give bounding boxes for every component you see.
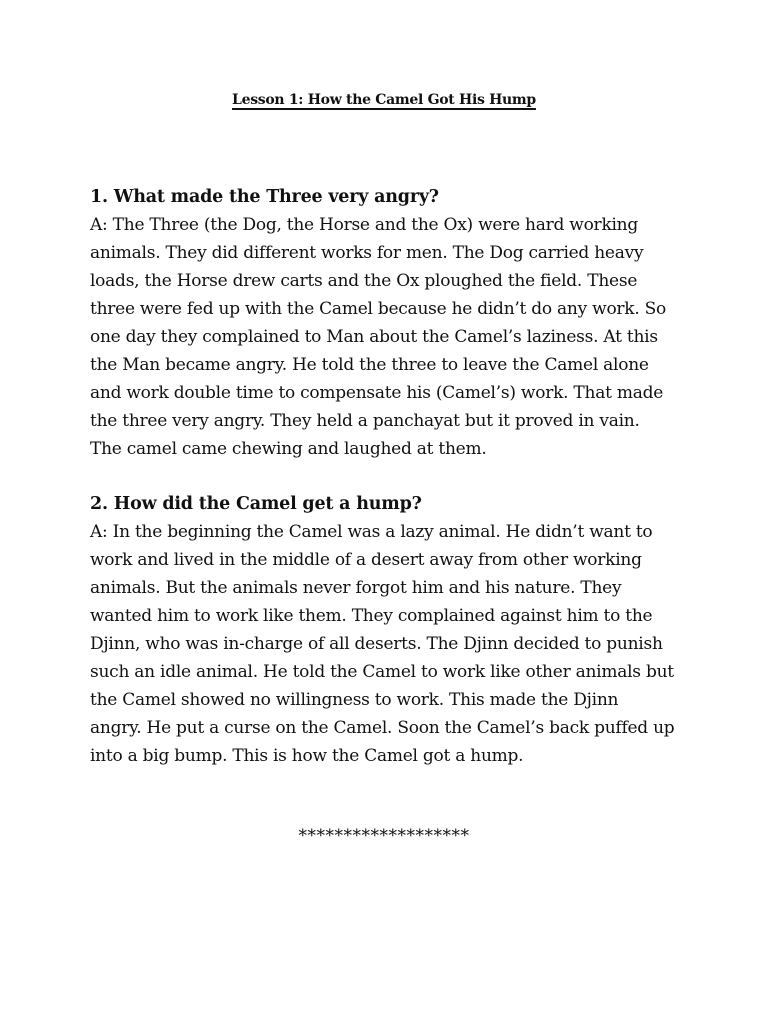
answer-line: wanted him to work like them. They complained against him to the bbox=[90, 606, 653, 626]
answer-line: Djinn, who was in-charge of all deserts. The Djinn decided to punish bbox=[90, 634, 663, 654]
answer-line: work and lived in the middle of a desert away from other working bbox=[90, 550, 642, 570]
answer-line: animals. But the animals never forgot him and his nature. They bbox=[90, 578, 622, 598]
question-block-1 bbox=[90, 183, 690, 463]
question-heading: 2. How did the Camel get a hump? bbox=[90, 494, 422, 514]
section-separator: ******************* bbox=[298, 826, 470, 846]
answer-paragraph bbox=[90, 518, 690, 770]
answer-line: The camel came chewing and laughed at them. bbox=[90, 439, 487, 459]
answer-line: the Man became angry. He told the three to leave the Camel alone bbox=[90, 355, 649, 375]
answer-line: A: In the beginning the Camel was a lazy animal. He didn’t want to bbox=[90, 522, 653, 542]
answer-line: A: The Three (the Dog, the Horse and the Ox) were hard working bbox=[90, 215, 639, 235]
question-heading: 1. What made the Three very angry? bbox=[90, 187, 439, 207]
answer-line: such an idle animal. He told the Camel to work like other animals but bbox=[90, 662, 674, 682]
answer-line: three were fed up with the Camel because he didn’t do any work. So bbox=[90, 299, 667, 319]
answer-line: angry. He put a curse on the Camel. Soon the Camel’s back puffed up bbox=[90, 718, 675, 738]
page-title: Lesson 1: How the Camel Got His Hump bbox=[232, 92, 536, 108]
answer-line: the Camel showed no willingness to work. This made the Djinn bbox=[90, 690, 619, 710]
answer-line: and work double time to compensate his (Camel’s) work. That made bbox=[90, 383, 664, 403]
answer-line: the three very angry. They held a panchayat but it proved in vain. bbox=[90, 411, 640, 431]
question-block-2 bbox=[90, 490, 690, 770]
answer-line: loads, the Horse drew carts and the Ox ploughed the field. These bbox=[90, 271, 638, 291]
answer-paragraph bbox=[90, 211, 690, 463]
answer-line: animals. They did different works for men. The Dog carried heavy bbox=[90, 243, 644, 263]
answer-line: one day they complained to Man about the Camel’s laziness. At this bbox=[90, 327, 658, 347]
answer-line: into a big bump. This is how the Camel got a hump. bbox=[90, 746, 524, 766]
